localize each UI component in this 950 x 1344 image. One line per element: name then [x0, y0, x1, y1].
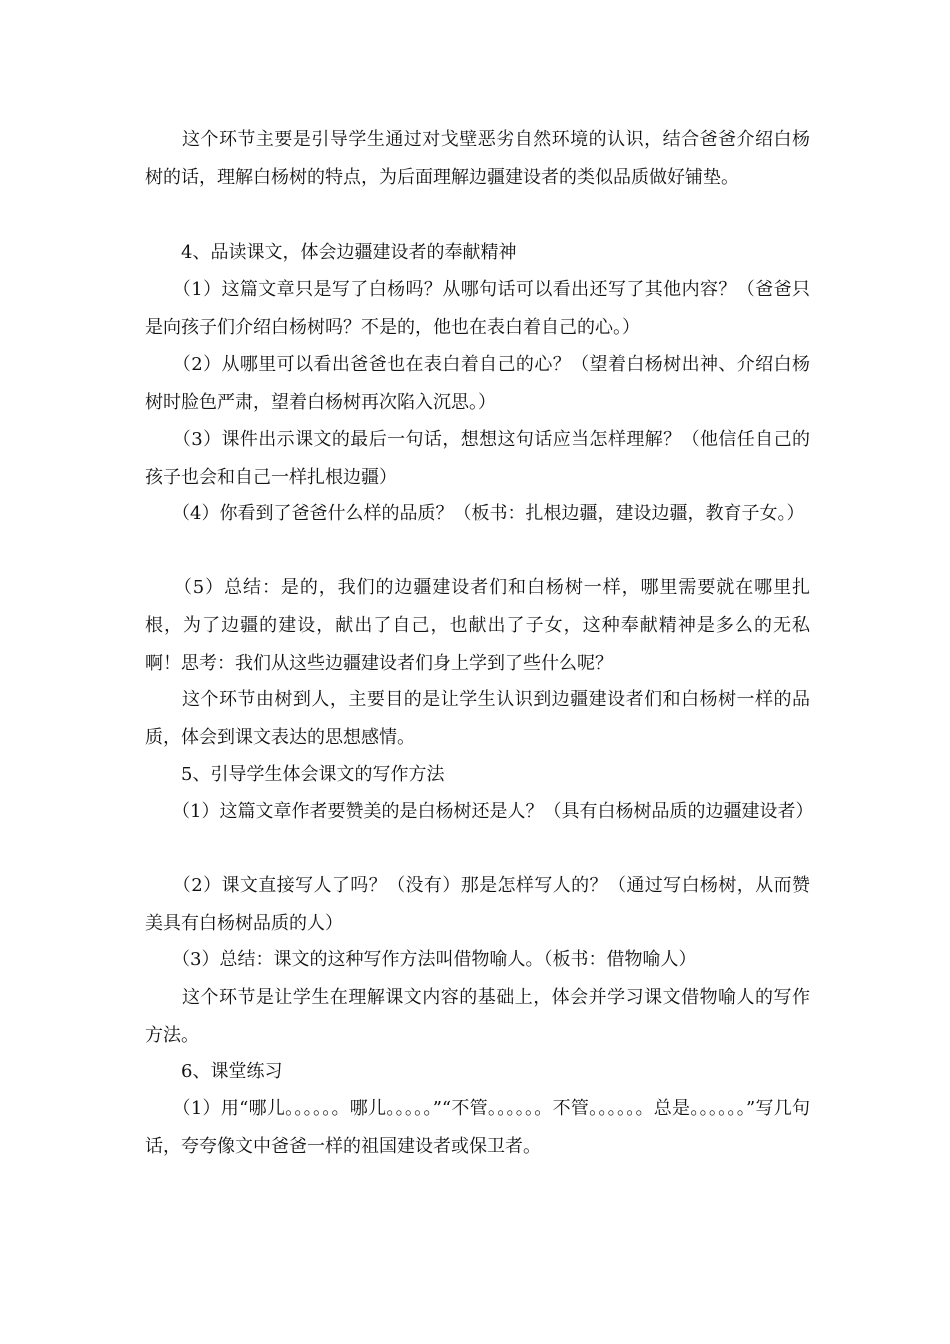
paragraph-question-4: （4）你看到了爸爸什么样的品质？（板书：扎根边疆，建设边疆，教育子女。） [145, 503, 805, 524]
paragraph-question-3: （3）课件出示课文的最后一句话，想想这句话应当怎样理解？（他信任自己的孩子也会和自己一样扎根边疆） [145, 429, 810, 488]
section-heading-5: 5、引导学生体会课文的写作方法 [145, 764, 445, 785]
paragraph-question-2: （2）从哪里可以看出爸爸也在表白着自己的心？（望着白杨树出神、介绍白杨树时脸色严肃，望着白杨树再次陷入沉思。） [145, 354, 810, 413]
paragraph-question-5-3: （3）总结：课文的这种写作方法叫借物喻人。（板书：借物喻人） [145, 949, 697, 970]
paragraph-question-1: （1）这篇文章只是写了白杨吗？从哪句话可以看出还写了其他内容？（爸爸只是向孩子们介绍白杨树吗？不是的，他也在表白着自己的心。） [145, 279, 810, 338]
paragraph-summary-1: 这个环节主要是引导学生通过对戈壁恶劣自然环境的认识，结合爸爸介绍白杨树的话，理解白杨树的特点，为后面理解边疆建设者的类似品质做好铺垫。 [145, 129, 810, 188]
paragraph-exercise-1: （1）用“哪儿。。。。。。哪儿。。。。。”“不管。。。。。。不管。。。。。。总是。。。。。。”写几句话，夸夸像文中爸爸一样的祖国建设者或保卫者。 [145, 1098, 810, 1157]
paragraph-question-5-2: （2）课文直接写人了吗？（没有）那是怎样写人的？（通过写白杨树，从而赞美具有白杨树品质的人） [145, 875, 810, 934]
section-heading-4: 4、品读课文，体会边疆建设者的奉献精神 [145, 242, 517, 263]
paragraph-summary-5: （5）总结：是的，我们的边疆建设者们和白杨树一样，哪里需要就在哪里扎根，为了边疆的建设，献出了自己，也献出了子女，这种奉献精神是多么的无私啊！思考：我们从这些边疆建设者们身上学到了些什么呢？ [145, 577, 810, 674]
paragraph-summary-2: 这个环节由树到人，主要目的是让学生认识到边疆建设者们和白杨树一样的品质，体会到课文表达的思想感情。 [145, 689, 810, 748]
paragraph-summary-3: 这个环节是让学生在理解课文内容的基础上，体会并学习课文借物喻人的写作方法。 [145, 987, 810, 1046]
paragraph-question-5-1: （1）这篇文章作者要赞美的是白杨树还是人？（具有白杨树品质的边疆建设者） [145, 801, 814, 822]
section-heading-6: 6、课堂练习 [145, 1061, 283, 1082]
